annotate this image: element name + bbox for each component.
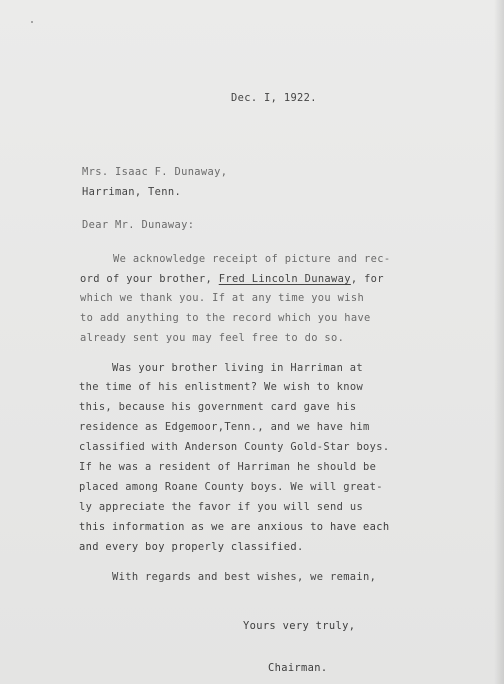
page-edge-shadow [494, 0, 504, 684]
salutation: Dear Mr. Dunaway: [82, 219, 195, 231]
paragraph-1-line-5: already sent you may feel free to do so. [80, 332, 345, 344]
paragraph-1-line-3: which we thank you. If at any time you wish [80, 292, 365, 304]
paragraph-1-line-4: to add anything to the record which you have [80, 312, 371, 324]
paragraph-2-line-10: and every boy properly classified. [79, 541, 304, 553]
recipient-city: Harriman, Tenn. [82, 186, 182, 198]
signature-title: Chairman. [268, 662, 328, 674]
paragraph-2-line-1: Was your brother living in Harriman at [112, 362, 364, 374]
closing-line: With regards and best wishes, we remain, [112, 571, 377, 583]
paragraph-1-line-1: We acknowledge receipt of picture and rec- [113, 253, 391, 265]
complimentary-close: Yours very truly, [243, 620, 356, 632]
paragraph-2-line-9: this information as we are anxious to have each [79, 521, 390, 533]
paper-speck [31, 21, 33, 23]
paragraph-2-line-6: If he was a resident of Harriman he should be [79, 461, 377, 473]
recipient-name: Mrs. Isaac F. Dunaway, [82, 166, 228, 178]
brother-name: Fred Lincoln Dunaway [218, 273, 351, 285]
paragraph-2-line-7: placed among Roane County boys. We will great- [79, 481, 383, 493]
paragraph-2-line-2: the time of his enlistment? We wish to know [79, 381, 364, 393]
paragraph-2-line-4: residence as Edgemoor,Tenn., and we have him [79, 421, 370, 433]
paragraph-2-line-8: ly appreciate the favor if you will send us [79, 501, 364, 513]
paragraph-2-line-5: classified with Anderson County Gold-Star boys. [79, 441, 390, 453]
paragraph-2-line-3: this, because his government card gave his [79, 401, 357, 413]
letter-date: Dec. I, 1922. [231, 92, 317, 104]
paragraph-1-line-2-start: ord of your brother, [80, 273, 219, 285]
paragraph-1-line-2 [80, 273, 384, 285]
paragraph-1-line-2-end: , for [350, 273, 384, 285]
